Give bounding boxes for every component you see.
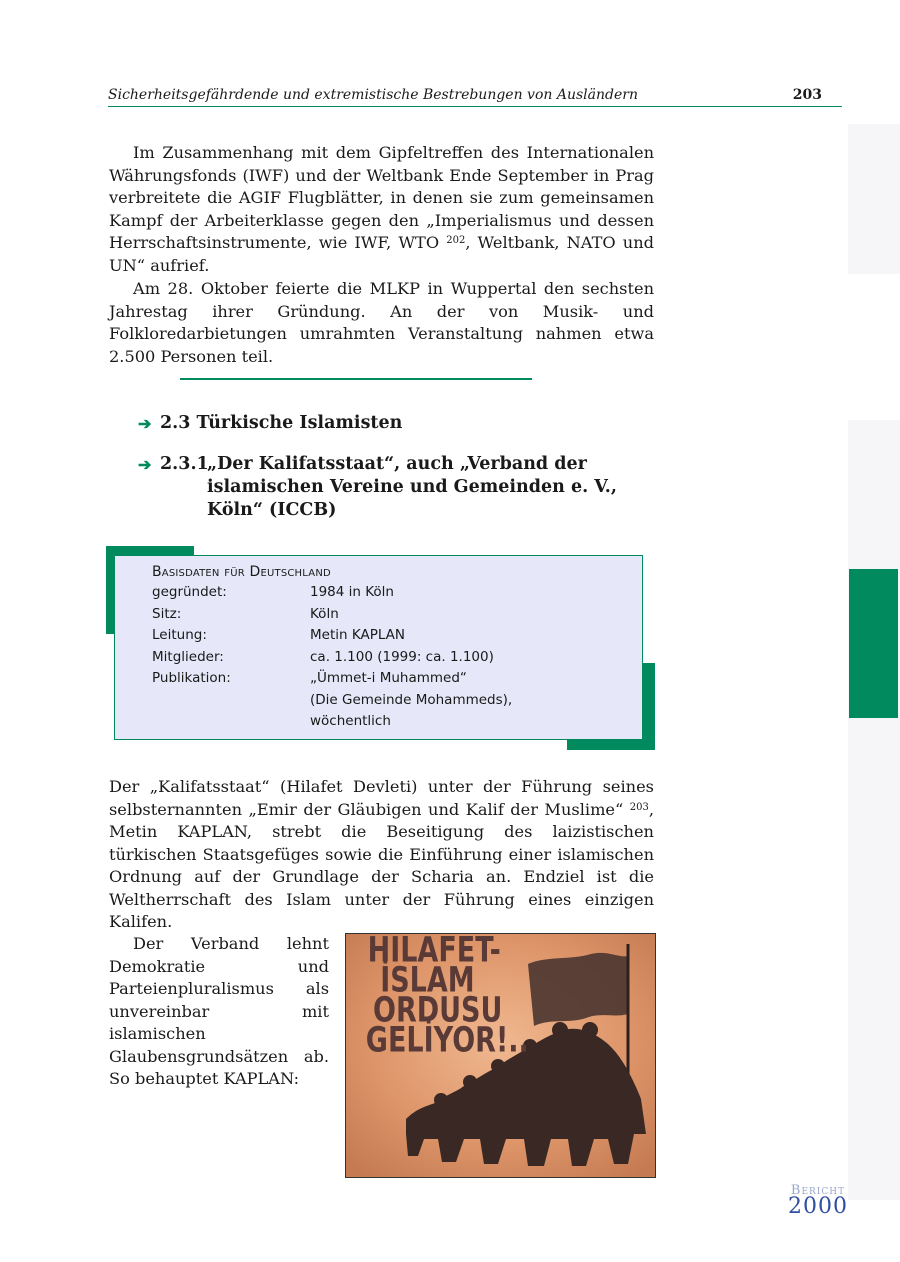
paragraph-text: Der „Kalifatsstaat“ (Hilafet Devleti) unter der Führung seines selbsternannten „Emir der Gläubigen und Kalif der Muslime“ — [109, 777, 654, 819]
data-value: 1984 in Köln — [310, 584, 394, 600]
section-heading-text: 2.3 Türkische Islamisten — [160, 413, 403, 433]
poster-line-1: HILAFET- — [367, 934, 501, 971]
side-strip-top — [848, 124, 900, 274]
data-value: (Die Gemeinde Mohammeds), — [310, 692, 513, 708]
subsection-heading-text: „Der Kalifatsstaat“, auch „Verband der islamischen Vereine und Gemeinden e. V., Köln“ (ICCB) — [207, 454, 617, 520]
data-value: Metin KAPLAN — [310, 627, 406, 643]
subsection-number: 2.3.1 — [160, 454, 209, 474]
paragraph-agif — [109, 142, 654, 277]
data-value: ca. 1.100 (1999: ca. 1.100) — [310, 649, 494, 665]
paragraph-kalifatsstaat — [109, 776, 654, 934]
paragraph-text: , Weltbank, NATO und UN“ aufrief. — [109, 233, 654, 275]
running-header — [108, 86, 842, 107]
poster-image — [346, 934, 655, 1177]
data-value: wöchentlich — [310, 713, 391, 729]
arrow-right-icon: ➔ — [138, 455, 152, 474]
footnote-ref[interactable]: 203 — [629, 801, 649, 813]
data-key: Mitglieder: — [152, 649, 224, 665]
basic-data-title: Basisdaten für Deutschland — [152, 564, 331, 580]
paragraph-mlkp: Am 28. Oktober feierte die MLKP in Wuppertal den sechsten Jahrestag ihrer Gründung. An der von Musik- und Folkloredarbietungen umrahmten Veranstaltung nahmen etwa 2.500 Personen teil. — [109, 279, 654, 366]
data-key: Leitung: — [152, 627, 207, 643]
arrow-right-icon: ➔ — [138, 414, 152, 433]
paragraph-text: , Metin KAPLAN, strebt die Beseitigung des laizistischen türkischen Staatsgefüges sowie die Einführung einer islamischen Ordnung auf der Grundlage der Scharia an. Endziel ist die Weltherrschaft des Islam unter der Führung eines einzigen Kalifen. — [109, 799, 654, 931]
report-logo — [788, 1183, 848, 1219]
header-title: Sicherheitsgefährdende und extremistische Bestrebungen von Ausländern — [108, 87, 638, 103]
data-value: „Ümmet-i Muhammed“ — [310, 670, 467, 686]
poster-line-3: ORDUSU — [373, 990, 503, 1031]
poster-line-4: GELİYOR!.. — [365, 1020, 529, 1061]
logo-year: 2000 — [788, 1194, 848, 1219]
paragraph-verband: Der Verband lehnt Demokratie und Parteienpluralismus als unvereinbar mit islamischen Glaubensgrundsätzen ab. So behauptet KAPLAN: — [109, 934, 329, 1088]
footnote-ref[interactable]: 202 — [446, 235, 466, 246]
data-key: Sitz: — [152, 606, 182, 622]
section-divider — [180, 378, 532, 380]
poster-line-2: İSLAM — [380, 960, 475, 1001]
basic-data-box — [114, 555, 643, 740]
poster-photo — [345, 933, 656, 1178]
page-number: 203 — [792, 87, 822, 103]
paragraph-text: Im Zusammenhang mit dem Gipfeltreffen des Internationalen Währungsfonds (IWF) und der Weltbank Ende September in Prag verbreitete die AGIF Flugblätter, in denen sie zum gemeinsamen Kampf der Arbeiterklasse gegen den „Imperialismus und dessen Herrschaftsinstrumente, wie IWF, WTO — [109, 143, 654, 252]
chapter-tab — [849, 569, 898, 718]
logo-word: Bericht — [790, 1183, 846, 1198]
side-strip-bottom — [848, 420, 900, 1200]
data-key: Publikation: — [152, 670, 231, 686]
data-key: gegründet: — [152, 584, 227, 600]
data-value: Köln — [310, 606, 339, 622]
